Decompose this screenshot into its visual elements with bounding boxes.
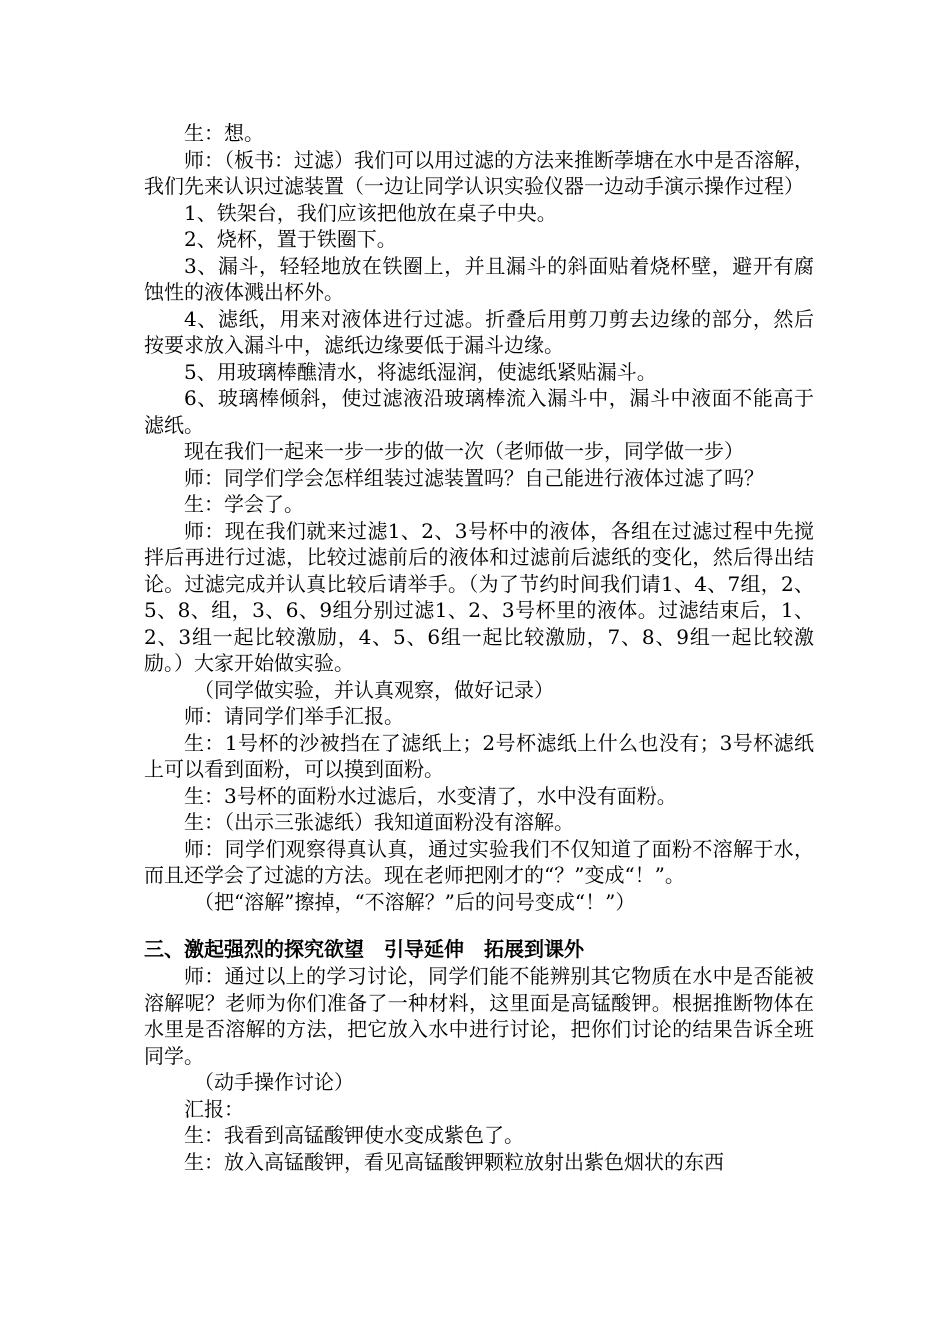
- paragraph-step-3: 3、漏斗，轻轻地放在铁圈上，并且漏斗的斜面贴着烧杯壁，避开有腐蚀性的液体溅出杯外。: [144, 253, 814, 304]
- paragraph-student-report-2: 生：3号杯的面粉水过滤后，水变清了，水中没有面粉。: [184, 783, 677, 808]
- paragraph-step-6: 6、玻璃棒倾斜，使过滤液沿玻璃棒流入漏斗中，漏斗中液面不能高于滤纸。: [144, 386, 814, 437]
- paragraph-teacher-summary: 师：同学们观察得真认真，通过实验我们不仅知道了面粉不溶解于水，而且还学会了过滤的方法。现在老师把刚才的“？”变成“！”。: [144, 836, 814, 887]
- paragraph-report-label: 汇报：: [184, 1096, 244, 1121]
- paragraph-step-1: 1、铁架台，我们应该把他放在桌子中央。: [184, 200, 557, 225]
- section-heading: 三、激起强烈的探究欲望 引导延伸 拓展到课外: [144, 937, 584, 961]
- paragraph-board-change: （把“溶解”擦掉，“不溶解？”后的问号变成“！”）: [194, 889, 636, 914]
- paragraph-do-together: 现在我们一起来一步一步的做一次（老师做一步，同学做一步）: [184, 439, 744, 463]
- document-page: [144, 120, 814, 1175]
- paragraph-teacher-filter-intro: 师：（板书：过滤）我们可以用过滤的方法来推断荸塘在水中是否溶解，我们先来认识过滤装置（一边让同学认识实验仪器一边动手演示操作过程）: [144, 147, 814, 198]
- paragraph-student-think: 生：想。: [184, 121, 264, 145]
- paragraph-student-learned: 生：学会了。: [184, 492, 304, 516]
- paragraph-teacher-extension: 师：通过以上的学习讨论，同学们能不能辨别其它物质在水中是否能被溶解呢？老师为你们准备了一种材料，这里面是高锰酸钾。根据推断物体在水里是否溶解的方法，把它放入水中进行讨论，把你们讨论的结果告诉全班同学。: [144, 964, 814, 1068]
- paragraph-students-experiment: （同学做实验，并认真观察，做好记录）: [194, 677, 554, 702]
- paragraph-hands-on: （动手操作讨论）: [194, 1070, 354, 1094]
- paragraph-step-2: 2、烧杯，置于铁圈下。: [184, 227, 397, 251]
- paragraph-teacher-experiment: 师：现在我们就来过滤1、2、3号杯中的液体，各组在过滤过程中先搅拌后再进行过滤，比较过滤前后的液体和过滤前后滤纸的变化，然后得出结论。过滤完成并认真比较后请举手。（为了节约时间我们请1、4、7组，2、5、8、组，3、6、9组分别过滤1、2、3号杯里的液体。过滤结束后，1、2、3组一起比较激励，4、5、6组一起比较激励，7、8、9组一起比较激励。）大家开始做实验。: [144, 518, 814, 675]
- paragraph-step-4: 4、滤纸，用来对液体进行过滤。折叠后用剪刀剪去边缘的部分，然后按要求放入漏斗中，滤纸边缘要低于漏斗边缘。: [144, 306, 814, 357]
- paragraph-student-purple: 生：我看到高锰酸钾使水变成紫色了。: [184, 1123, 524, 1147]
- paragraph-student-report-3: 生：（出示三张滤纸）我知道面粉没有溶解。: [184, 810, 574, 834]
- paragraph-step-5: 5、用玻璃棒醮清水，将滤纸湿润，使滤纸紧贴漏斗。: [184, 359, 657, 384]
- paragraph-student-smoke: 生：放入高锰酸钾，看见高锰酸钾颗粒放射出紫色烟状的东西: [184, 1149, 724, 1174]
- paragraph-student-report-1: 生：1号杯的沙被挡在了滤纸上；2号杯滤纸上什么也没有；3号杯滤纸上可以看到面粉，可以摸到面粉。: [144, 730, 814, 781]
- paragraph-teacher-question: 师：同学们学会怎样组装过滤装置吗？自己能进行液体过滤了吗？: [184, 465, 764, 490]
- paragraph-teacher-report: 师：请同学们举手汇报。: [184, 704, 404, 728]
